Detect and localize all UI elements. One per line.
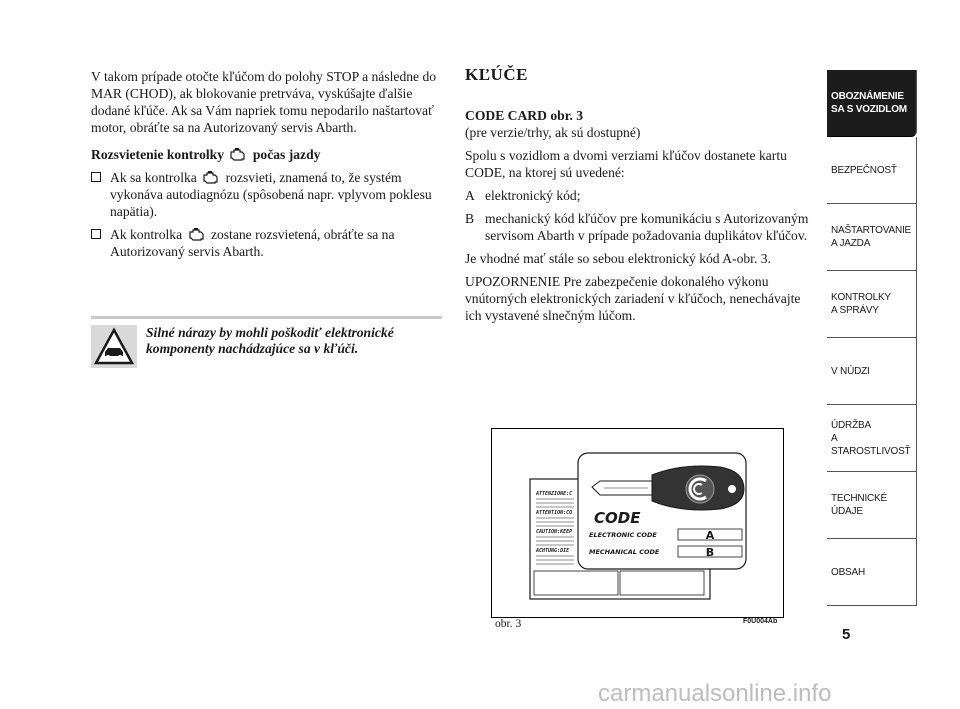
tab-label: OBOZNÁMENIE SA S VOZIDLOM (831, 91, 907, 115)
tab-label: OBSAH (831, 566, 866, 578)
tab-warning-lights[interactable] (827, 271, 917, 338)
tab-contents[interactable] (827, 539, 917, 606)
card-warn-line: ATTENTION:CO (536, 510, 573, 516)
engine-warning-icon (202, 170, 220, 185)
figure-caption: obr. 3 (495, 618, 522, 630)
page-number: 5 (842, 626, 851, 643)
section-title: KĽÚČE (465, 65, 528, 84)
left-column (91, 68, 443, 260)
tab-introduction[interactable] (827, 70, 917, 137)
bullet-item (91, 226, 443, 260)
chapter-tabs (827, 70, 917, 606)
warning-text: Silné nárazy by mohli poškodiť elektronické komponenty nachádzajúce sa v kľúči. (146, 325, 394, 356)
electronic-code-value: A (705, 529, 715, 542)
card-title: CODE (594, 509, 641, 527)
engine-warning-icon (229, 147, 247, 162)
tab-label: NAŠTARTOVANIE A JAZDA (831, 225, 912, 249)
card-warn-line: ATTENZIONE:C (536, 491, 573, 497)
bullet2-text-pre: Ak kontrolka (110, 227, 183, 242)
heading-text-pre: Rozsvietenie kontrolky (91, 147, 225, 162)
bullet2-text-post: zostane rozsvietená, obráťte sa na Autorizovaný servis Abarth. (110, 227, 395, 259)
card-warn-line: CAUTION:KEEP (536, 529, 573, 535)
code-card-illustration (492, 429, 783, 617)
tab-starting-driving[interactable] (827, 204, 917, 271)
tab-safety[interactable] (827, 137, 917, 204)
list-text: mechanický kód kľúčov pre komunikáciu s Autorizovaným servisom Abarth v prípade požadovania duplikátov kľúčov. (485, 211, 809, 243)
right-column (465, 66, 817, 324)
card-warn-line: ACHTUNG:DIE (536, 548, 570, 554)
list-letter: B (465, 211, 475, 226)
bullet1-text-pre: Ak sa kontrolka (110, 170, 197, 185)
list-letter: A (465, 188, 475, 203)
bullet1-text-post: rozsvieti, znamená to, že systém vykonáva autodiagnózu (spôsobená napr. vplyvom poklesu napätia). (110, 170, 432, 219)
code-card-title: CODE CARD obr. 3 (465, 108, 584, 123)
intro-paragraph: V takom prípade otočte kľúčom do polohy STOP a následne do MAR (CHOD), ak blokovanie pretrváva, vyskúšajte ďalšie dodané kľúče. Ak sa Vám napriek tomu nepodarilo naštartovať motor, obráťte sa na Autorizovaný servis Abarth. (91, 69, 437, 135)
list-item (465, 210, 817, 244)
checkbox-bullet-icon (91, 172, 101, 182)
checkbox-bullet-icon (91, 229, 101, 239)
warning-divider (91, 316, 442, 319)
section-heading (91, 146, 443, 163)
keep-code-paragraph: Je vhodné mať stále so sebou elektronický kód A-obr. 3. (465, 251, 771, 266)
tab-label: BEZPEČNOSŤ (831, 164, 897, 176)
tab-label: V NÚDZI (831, 365, 870, 377)
electronic-code-label: ELECTRONIC CODE (589, 531, 657, 539)
list-item (465, 187, 817, 204)
bullet-item (91, 169, 443, 220)
tab-label: ÚDRŽBA A STAROSTLIVOSŤ (831, 419, 911, 457)
tab-label: TECHNICKÉ ÚDAJE (831, 493, 887, 517)
figure-code: F0U004Ab (743, 618, 778, 625)
code-card-note: (pre verzie/trhy, ak sú dostupné) (465, 125, 641, 140)
list-text: elektronický kód; (485, 188, 581, 203)
watermark: carmanualsonline.info (598, 680, 832, 707)
engine-warning-icon (188, 227, 206, 242)
code-card-intro: Spolu s vozidlom a dvomi verziami kľúčov dostanete kartu CODE, na ktorej sú uvedené: (465, 148, 787, 180)
mechanical-code-value: B (705, 546, 715, 559)
code-card-figure (491, 428, 784, 618)
tab-emergency[interactable] (827, 338, 917, 405)
heading-text-post: počas jazdy (252, 147, 321, 162)
tab-technical-data[interactable] (827, 472, 917, 539)
warning-triangle-icon (91, 325, 137, 368)
notice-paragraph: UPOZORNENIE Pre zabezpečenie dokonalého výkonu vnútorných elektronických zariadení v kľúčoch, nenechávajte ich vystavené slnečným lúčom. (465, 274, 801, 323)
tab-maintenance[interactable] (827, 405, 917, 472)
mechanical-code-label: MECHANICAL CODE (589, 548, 660, 556)
tab-label: KONTROLKY A SPRÁVY (831, 292, 891, 316)
